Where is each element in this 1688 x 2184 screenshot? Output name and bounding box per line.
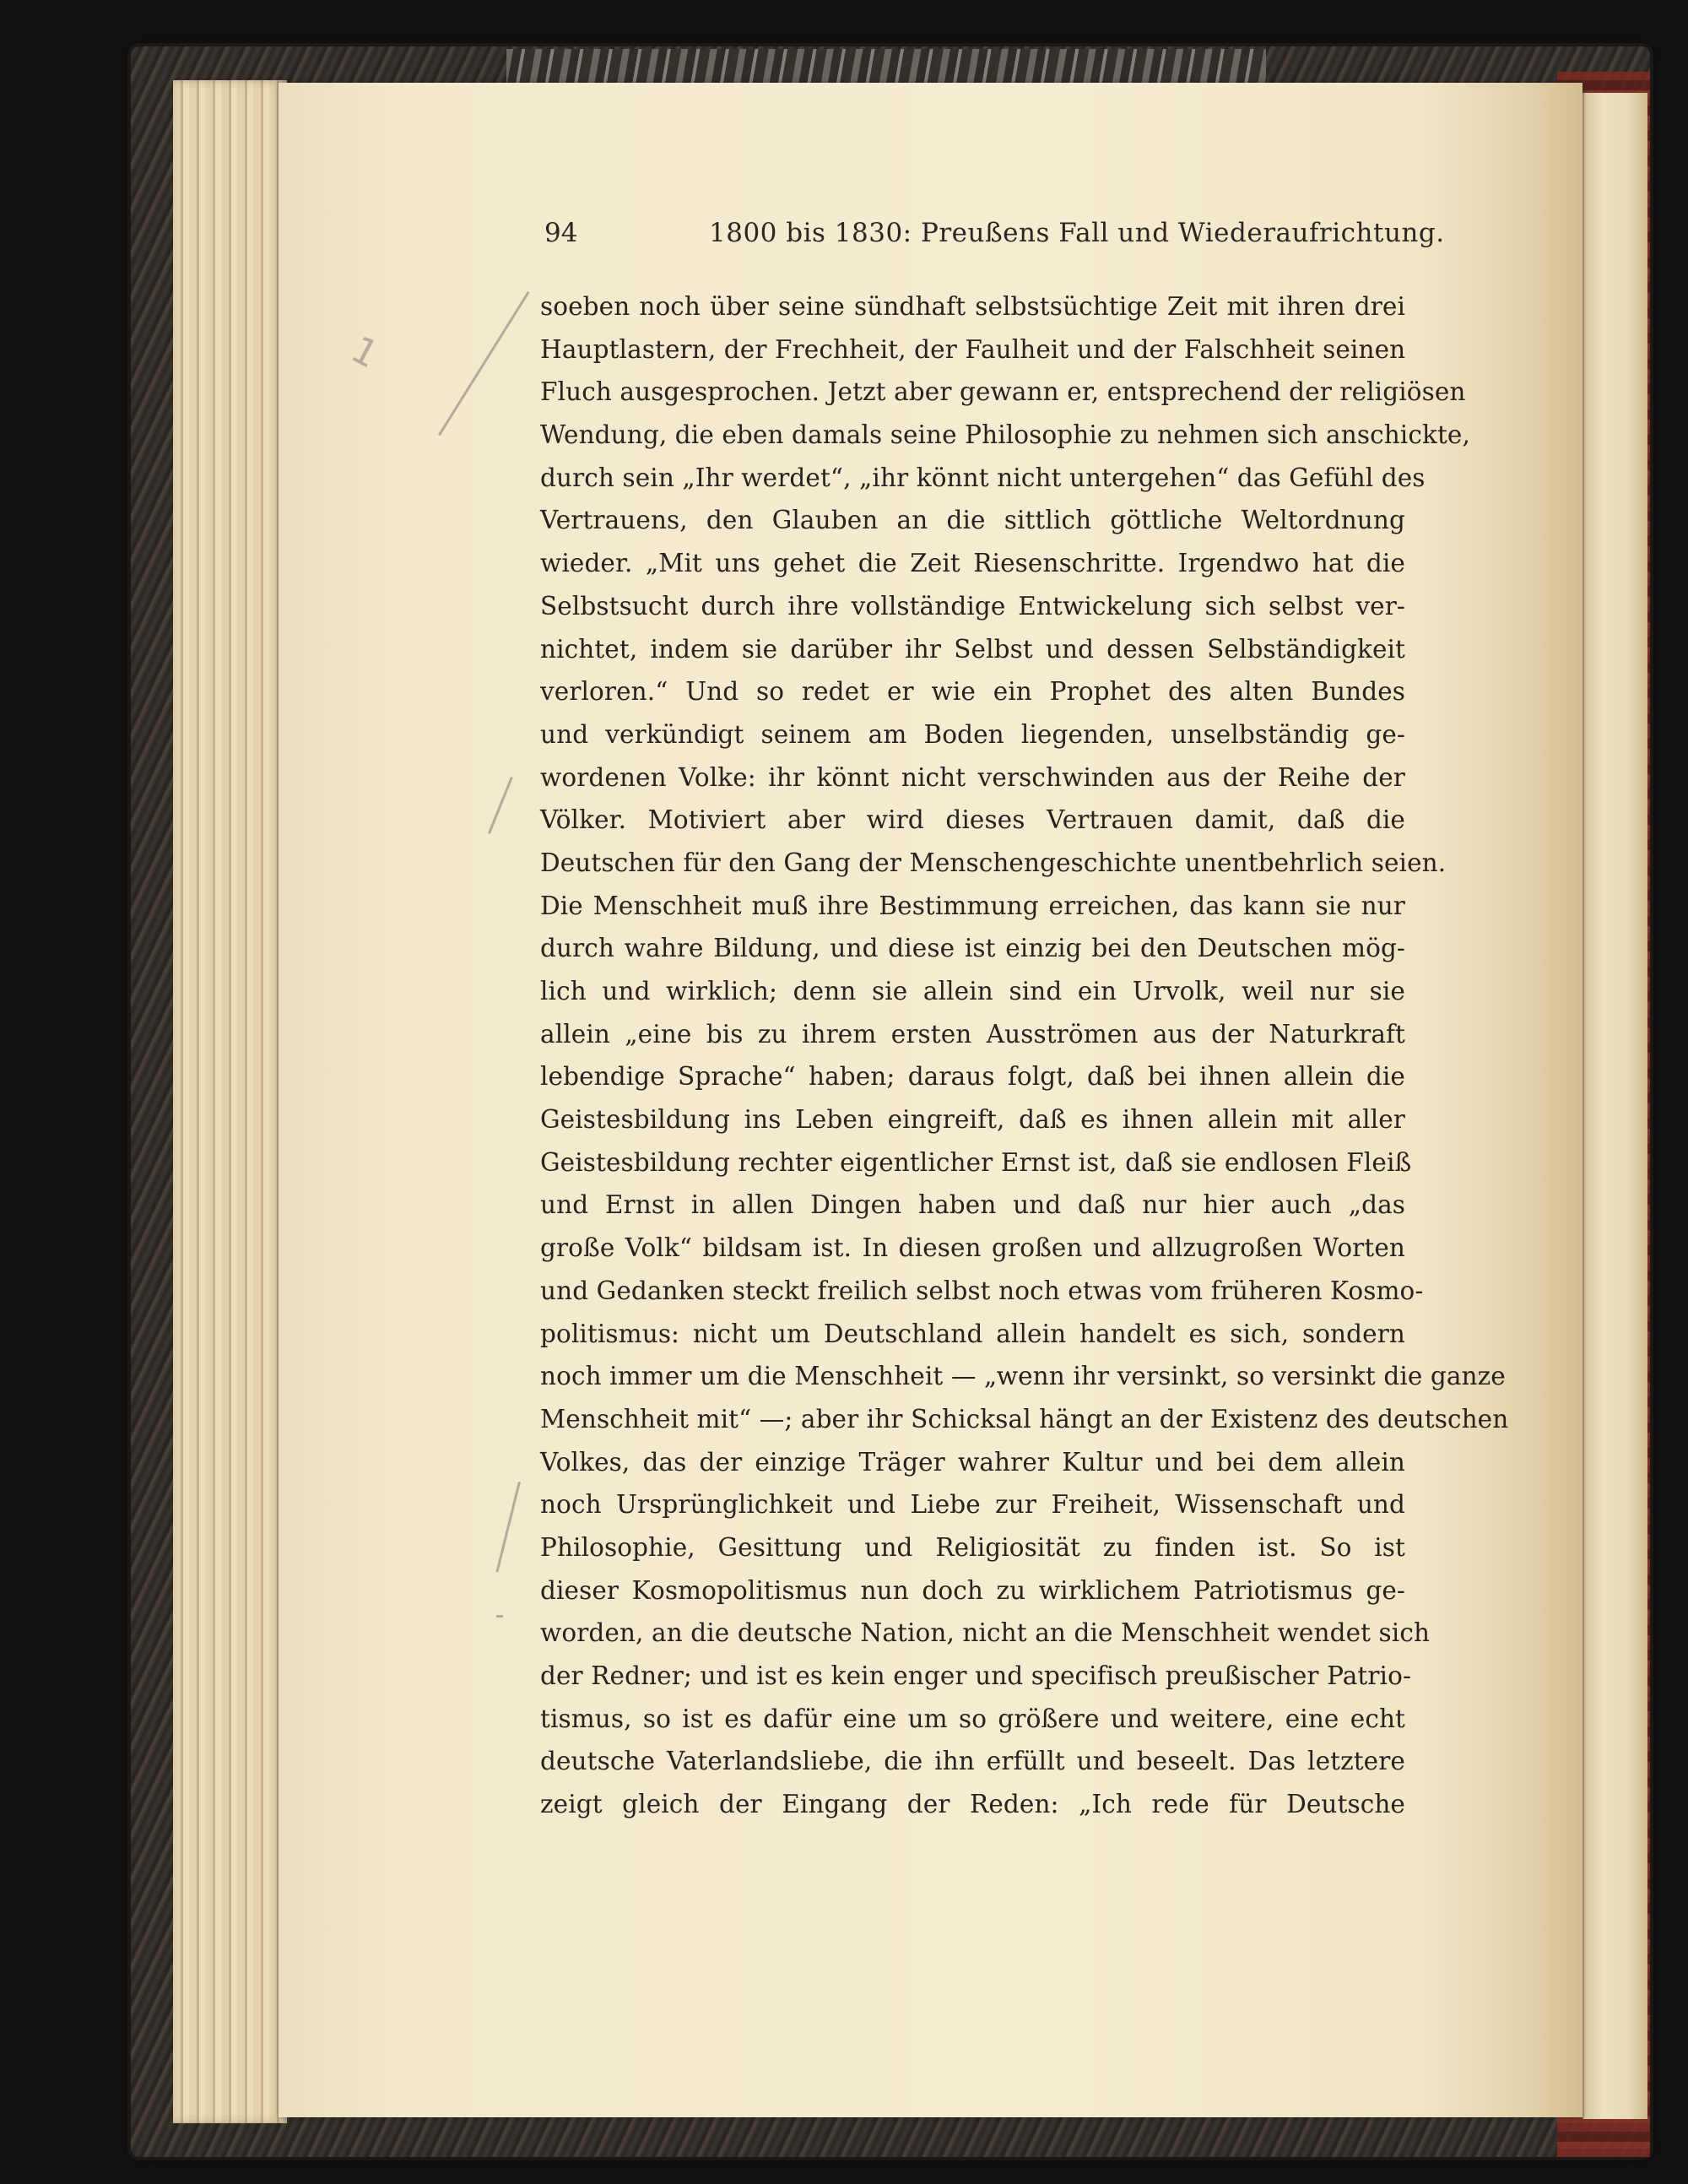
text-line: noch immer um die Menschheit — „wenn ihr versinkt, so versinkt die ganze: [540, 1362, 1506, 1391]
text-line: und verkündigt seinem am Boden liegenden, unselbständig ge-: [540, 719, 1405, 749]
text-line: nichtet, indem sie darüber ihr Selbst und dessen Selbständigkeit: [540, 634, 1405, 664]
text-line: durch wahre Bildung, und diese ist einzig bei den Deutschen mög-: [540, 934, 1405, 963]
text-line: Deutschen für den Gang der Menschengeschichte unentbehrlich seien.: [540, 848, 1447, 877]
text-line: lebendige Sprache“ haben; daraus folgt, daß bei ihnen allein die: [540, 1062, 1405, 1092]
text-line: und Ernst in allen Dingen haben und daß nur hier auch „das: [540, 1190, 1405, 1220]
text-line: soeben noch über seine sündhaft selbstsüchtige Zeit mit ihren drei: [540, 292, 1405, 321]
facing-page-edge: [1582, 93, 1647, 2119]
cover-edge-marbling: [506, 49, 1266, 84]
page-edge-stack: [173, 80, 287, 2123]
text-line: politismus: nicht um Deutschland allein handelt es sich, sondern: [540, 1319, 1405, 1348]
text-line: noch Ursprünglichkeit und Liebe zur Freiheit, Wissenschaft und: [540, 1490, 1405, 1520]
text-line: und Gedanken steckt freilich selbst noch etwas vom früheren Kosmo-: [540, 1276, 1424, 1305]
text-line: deutsche Vaterlandsliebe, die ihn erfüllt und beseelt. Das letztere: [540, 1747, 1405, 1776]
text-line: Völker. Motiviert aber wird dieses Vertrauen damit, daß die: [540, 805, 1405, 835]
text-line: Vertrauens, den Glauben an die sittlich göttliche Weltordnung: [540, 506, 1405, 535]
text-line: Hauptlastern, der Frechheit, der Faulheit und der Falschheit seinen: [540, 334, 1406, 364]
text-line: dieser Kosmopolitismus nun doch zu wirklichem Patriotismus ge-: [540, 1575, 1405, 1605]
text-line: worden, an die deutsche Nation, nicht an die Menschheit wendet sich: [540, 1618, 1431, 1648]
text-line: wieder. „Mit uns gehet die Zeit Riesenschritte. Irgendwo hat die: [540, 549, 1405, 578]
text-line: Philosophie, Gesittung und Religiosität zu finden ist. So ist: [540, 1532, 1405, 1562]
text-line: Selbstsucht durch ihre vollständige Entwickelung sich selbst ver-: [540, 591, 1405, 621]
text-line: zeigt gleich der Eingang der Reden: „Ich rede für Deutsche: [540, 1790, 1405, 1819]
text-line: der Redner; und ist es kein enger und specifisch preußischer Patrio-: [540, 1661, 1412, 1690]
text-line: verloren.“ Und so redet er wie ein Prophet des alten Bundes: [540, 677, 1405, 707]
text-line: durch sein „Ihr werdet“, „ihr könnt nicht untergehen“ das Gefühl des: [540, 463, 1426, 492]
text-line: lich und wirklich; denn sie allein sind ein Urvolk, weil nur sie: [540, 977, 1405, 1005]
page-number: 94: [544, 218, 578, 248]
text-line: Die Menschheit muß ihre Bestimmung erreichen, das kann sie nur: [540, 891, 1405, 920]
body-text: [540, 285, 1509, 1826]
text-line: tismus, so ist es dafür eine um so größere und weitere, eine echt: [540, 1704, 1405, 1733]
text-line: Geistesbildung rechter eigentlicher Ernst ist, daß sie endlosen Fleiß: [540, 1147, 1412, 1177]
text-line: wordenen Volke: ihr könnt nicht verschwinden aus der Reihe der: [540, 762, 1405, 792]
text-line: Volkes, das der einzige Träger wahrer Kultur und bei dem allein: [540, 1447, 1405, 1477]
text-line: allein „eine bis zu ihrem ersten Ausströmen aus der Naturkraft: [540, 1019, 1405, 1049]
running-head: 1800 bis 1830: Preußens Fall und Wiederaufrichtung.: [709, 218, 1445, 248]
text-line: Fluch ausgesprochen. Jetzt aber gewann er, entsprechend der religiösen: [540, 377, 1466, 407]
text-line: Geistesbildung ins Leben eingreift, daß es ihnen allein mit aller: [540, 1105, 1405, 1135]
page-header: [544, 218, 1445, 255]
pencil-note: 1: [344, 328, 386, 377]
pencil-stroke: [496, 1615, 503, 1618]
text-line: Wendung, die eben damals seine Philosophie zu nehmen sich anschickte,: [540, 420, 1470, 450]
text-line: Menschheit mit“ —; aber ihr Schicksal hängt an der Existenz des deutschen: [540, 1404, 1509, 1433]
text-line: große Volk“ bildsam ist. In diesen großen und allzugroßen Worten: [540, 1233, 1405, 1263]
